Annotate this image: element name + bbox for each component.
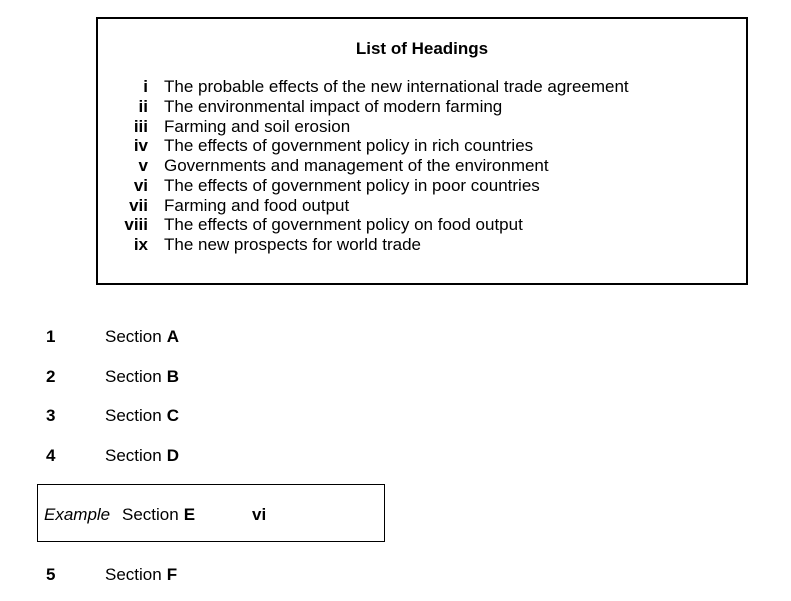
heading-numeral: viii — [124, 215, 148, 235]
section-word: Section — [105, 565, 162, 584]
heading-text: The environmental impact of modern farming — [164, 96, 503, 116]
headings-title: List of Headings — [355, 39, 489, 58]
example-box — [37, 484, 385, 542]
heading-text: The effects of government policy in rich countries — [164, 136, 534, 156]
section-letter: F — [166, 565, 178, 584]
question-row-3 — [0, 406, 791, 426]
heading-numeral: i — [143, 77, 148, 96]
section-word: Section — [105, 446, 162, 465]
section-word: Section — [122, 505, 179, 524]
heading-numeral: v — [138, 156, 148, 175]
question-label — [105, 406, 179, 426]
heading-item — [98, 117, 746, 137]
heading-text: Governments and management of the environment — [164, 156, 549, 175]
heading-text: Farming and soil erosion — [164, 116, 351, 136]
question-label — [105, 327, 179, 347]
heading-numeral: vii — [129, 195, 148, 215]
question-row-4 — [0, 446, 791, 466]
question-row-5 — [0, 565, 791, 585]
section-word: Section — [105, 367, 162, 386]
question-row-2 — [0, 367, 791, 387]
heading-item — [98, 156, 746, 176]
question-label — [105, 367, 179, 387]
heading-text: Farming and food output — [164, 195, 350, 215]
section-letter: B — [166, 367, 179, 386]
heading-numeral: ix — [133, 235, 148, 254]
heading-item — [98, 196, 746, 216]
heading-item — [98, 77, 746, 97]
question-number: 1 — [46, 327, 56, 346]
question-number: 2 — [46, 367, 56, 386]
heading-item — [98, 215, 746, 235]
question-number: 3 — [46, 406, 56, 425]
heading-numeral: iii — [133, 116, 148, 136]
section-word: Section — [105, 327, 162, 346]
heading-text: The effects of government policy on food output — [164, 215, 523, 235]
section-letter: E — [183, 505, 196, 524]
question-label — [105, 565, 177, 585]
headings-list — [98, 77, 746, 255]
question-label — [105, 446, 179, 466]
heading-text: The probable effects of the new international trade agreement — [164, 77, 629, 96]
question-number: 5 — [46, 565, 56, 584]
heading-numeral: ii — [138, 96, 148, 116]
example-label: Example — [44, 505, 111, 524]
heading-item — [98, 235, 746, 255]
section-word: Section — [105, 406, 162, 425]
question-row-1 — [0, 327, 791, 347]
list-of-headings-box — [96, 17, 748, 285]
section-letter: A — [166, 327, 179, 346]
question-number: 4 — [46, 446, 56, 465]
section-letter: D — [166, 446, 179, 465]
heading-numeral: iv — [133, 136, 148, 156]
example-section — [122, 505, 195, 525]
heading-text: The effects of government policy in poor countries — [164, 175, 540, 195]
example-answer: vi — [252, 505, 267, 524]
example-line — [38, 505, 384, 525]
heading-numeral: vi — [133, 175, 148, 195]
section-letter: C — [166, 406, 179, 425]
heading-text: The new prospects for world trade — [164, 235, 422, 254]
heading-item — [98, 97, 746, 117]
heading-item — [98, 176, 746, 196]
heading-item — [98, 136, 746, 156]
